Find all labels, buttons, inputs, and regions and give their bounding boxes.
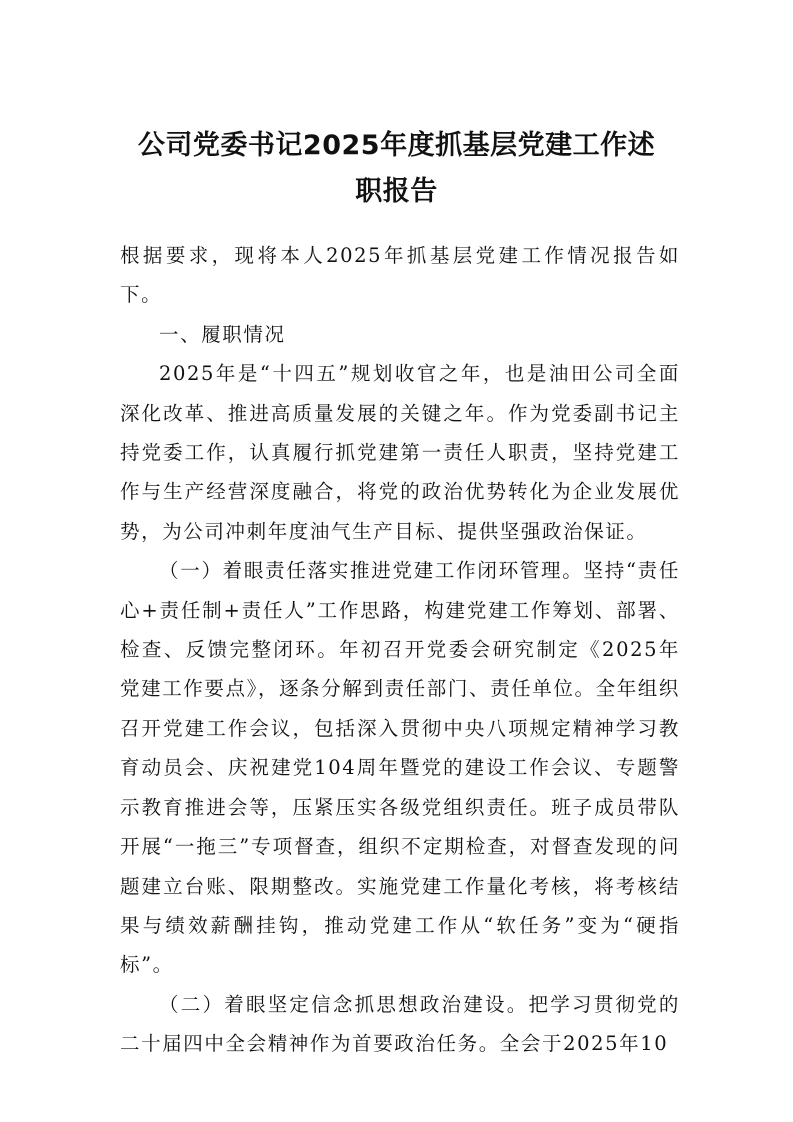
intro-paragraph: 根据要求，现将本人2025年抓基层党建工作情况报告如下。 (120, 244, 680, 307)
document-title-line-2: 职报告 (355, 176, 438, 207)
responsibility-paragraph: （一）着眼责任落实推进党建工作闭环管理。坚持“责任心+责任制+责任人”工作思路，构建党建工作筹划、部署、检查、反馈完整闭环。年初召开党委会研究制定《2025年党建工作要点》，逐条分解到责任部门、责任单位。全年组织召开党建工作会议，包括深入贯彻中央八项规定精神学习教育动员会、庆祝建党104周年暨党的建设工作会议、专题警示教育推进会等，压紧压实各级党组织责任。班子成员带队开展“一拖三”专项督查，组织不定期检查，对督查发现的问题建立台账、限期整改。实施党建工作量化考核，将考核结果与绩效薪酬挂钩，推动党建工作从“软任务”变为“硬指标”。 (120, 559, 680, 977)
section-heading-duty: 一、履职情况 (159, 322, 286, 346)
document-body (120, 236, 680, 1064)
document-title-line-1: 公司党委书记2025年度抓基层党建工作述 (137, 130, 656, 161)
overview-paragraph: 2025年是“十四五”规划收官之年，也是油田公司全面深化改革、推进高质量发展的关键之年。作为党委副书记主持党委工作，认真履行抓党建第一责任人职责，坚持党建工作与生产经营深度融合，将党的政治优势转化为企业发展优势，为公司冲刺年度油气生产目标、提供坚强政治保证。 (120, 362, 680, 543)
ideology-paragraph: （二）着眼坚定信念抓思想政治建设。把学习贯彻党的二十届四中全会精神作为首要政治任务。全会于2025年10 (120, 992, 680, 1056)
